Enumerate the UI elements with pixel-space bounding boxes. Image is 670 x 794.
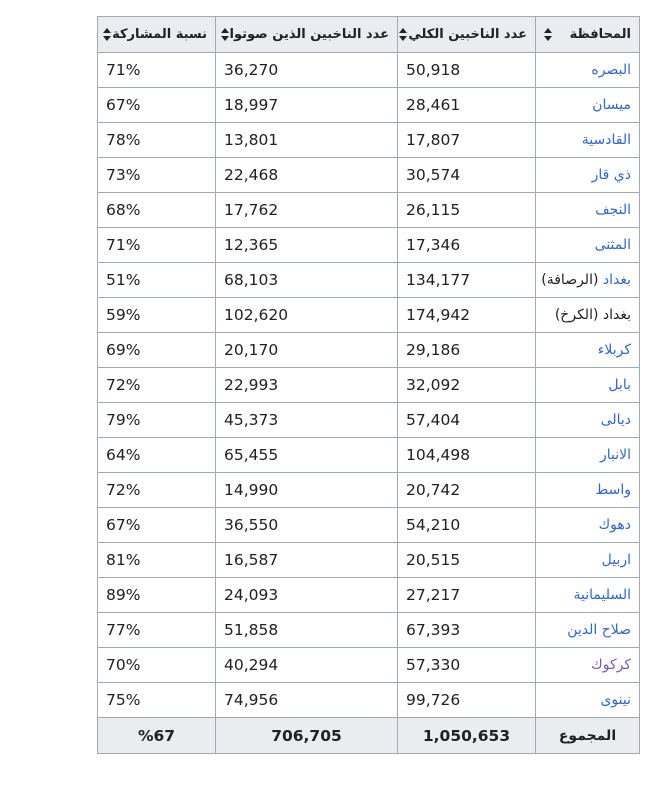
total-voters-cell: 20,515 [398, 543, 536, 578]
header-voted[interactable] [216, 17, 398, 53]
table-row [98, 158, 640, 193]
total-voters-cell: 57,404 [398, 403, 536, 438]
governorate-link[interactable]: دهوك [536, 508, 640, 543]
total-voters-cell: 54,210 [398, 508, 536, 543]
voted-cell: 22,468 [216, 158, 398, 193]
table-row [98, 88, 640, 123]
participation-cell: 78% [98, 123, 216, 158]
table-row [98, 333, 640, 368]
header-governorate-label: المحافظة [569, 27, 631, 42]
voted-cell: 36,550 [216, 508, 398, 543]
governorate-link[interactable]: ذي قار [536, 158, 640, 193]
sort-icon[interactable] [399, 28, 408, 41]
governorate-link[interactable]: واسط [536, 473, 640, 508]
results-table-container [97, 16, 639, 754]
voted-cell: 18,997 [216, 88, 398, 123]
governorate-link[interactable]: اربيل [536, 543, 640, 578]
header-total-voters-label: عدد الناخبين الكلي [408, 27, 527, 42]
voted-cell: 13,801 [216, 123, 398, 158]
total-voters-cell: 99,726 [398, 683, 536, 718]
total-voters-cell: 134,177 [398, 263, 536, 298]
governorate-link[interactable]: القادسية [536, 123, 640, 158]
total-voters-cell: 174,942 [398, 298, 536, 333]
governorate-link[interactable]: بغداد [602, 272, 631, 288]
voted-cell: 17,762 [216, 193, 398, 228]
table-row [98, 368, 640, 403]
governorate-link[interactable]: ديالى [536, 403, 640, 438]
table-row [98, 613, 640, 648]
governorate-cell [536, 263, 640, 298]
total-voters-cell: 20,742 [398, 473, 536, 508]
participation-cell: 59% [98, 298, 216, 333]
voted-cell: 102,620 [216, 298, 398, 333]
voted-cell: 45,373 [216, 403, 398, 438]
voted-cell: 20,170 [216, 333, 398, 368]
sort-icon[interactable] [544, 28, 553, 41]
turnout-table [97, 16, 640, 754]
governorate-link[interactable]: السليمانية [536, 578, 640, 613]
table-row [98, 228, 640, 263]
total-voters-cell: 17,807 [398, 123, 536, 158]
participation-cell: 67% [98, 88, 216, 123]
total-voters-cell: 67,393 [398, 613, 536, 648]
voted-cell: 51,858 [216, 613, 398, 648]
table-row [98, 473, 640, 508]
header-participation-label: نسبة المشاركة [112, 27, 207, 42]
governorate-link[interactable]: بابل [536, 368, 640, 403]
table-row [98, 543, 640, 578]
participation-total: %67 [98, 718, 216, 754]
table-row [98, 508, 640, 543]
total-voters-cell: 57,330 [398, 648, 536, 683]
governorate-suffix: (الرصافة) [541, 272, 599, 288]
participation-cell: 72% [98, 473, 216, 508]
sort-icon[interactable] [103, 28, 112, 41]
total-voters-cell: 30,574 [398, 158, 536, 193]
total-voters-sum: 1,050,653 [398, 718, 536, 754]
total-label: المجموع [536, 718, 640, 754]
participation-cell: 79% [98, 403, 216, 438]
total-voters-cell: 27,217 [398, 578, 536, 613]
governorate-link[interactable]: ميسان [536, 88, 640, 123]
governorate-label: بغداد (الكرخ) [554, 307, 631, 323]
voted-cell: 12,365 [216, 228, 398, 263]
table-row [98, 438, 640, 473]
table-row [98, 123, 640, 158]
participation-cell: 71% [98, 228, 216, 263]
voted-cell: 24,093 [216, 578, 398, 613]
voted-cell: 65,455 [216, 438, 398, 473]
table-row [98, 53, 640, 88]
total-voters-cell: 29,186 [398, 333, 536, 368]
total-voters-cell: 104,498 [398, 438, 536, 473]
header-participation[interactable] [98, 17, 216, 53]
governorate-cell [536, 298, 640, 333]
header-row [98, 17, 640, 53]
voted-cell: 16,587 [216, 543, 398, 578]
participation-cell: 71% [98, 53, 216, 88]
participation-cell: 73% [98, 158, 216, 193]
voted-cell: 74,956 [216, 683, 398, 718]
total-voters-cell: 17,346 [398, 228, 536, 263]
voted-cell: 68,103 [216, 263, 398, 298]
header-governorate[interactable] [536, 17, 640, 53]
header-total-voters[interactable] [398, 17, 536, 53]
governorate-link[interactable]: كركوك [536, 648, 640, 683]
voted-sum: 706,705 [216, 718, 398, 754]
table-row [98, 648, 640, 683]
governorate-link[interactable]: نينوى [536, 683, 640, 718]
participation-cell: 89% [98, 578, 216, 613]
total-voters-cell: 32,092 [398, 368, 536, 403]
participation-cell: 75% [98, 683, 216, 718]
governorate-link[interactable]: النجف [536, 193, 640, 228]
table-row [98, 683, 640, 718]
total-voters-cell: 50,918 [398, 53, 536, 88]
participation-cell: 72% [98, 368, 216, 403]
governorate-link[interactable]: المثنى [536, 228, 640, 263]
voted-cell: 22,993 [216, 368, 398, 403]
table-row [98, 193, 640, 228]
governorate-link[interactable]: كربلاء [536, 333, 640, 368]
participation-cell: 68% [98, 193, 216, 228]
participation-cell: 64% [98, 438, 216, 473]
table-row [98, 263, 640, 298]
voted-cell: 36,270 [216, 53, 398, 88]
voted-cell: 14,990 [216, 473, 398, 508]
participation-cell: 69% [98, 333, 216, 368]
participation-cell: 81% [98, 543, 216, 578]
sort-icon[interactable] [221, 28, 230, 41]
participation-cell: 70% [98, 648, 216, 683]
participation-cell: 67% [98, 508, 216, 543]
total-voters-cell: 26,115 [398, 193, 536, 228]
table-row [98, 403, 640, 438]
total-row [98, 718, 640, 754]
header-voted-label: عدد الناخبين الذين صوتوا [229, 27, 389, 42]
participation-cell: 77% [98, 613, 216, 648]
governorate-link[interactable]: البصره [536, 53, 640, 88]
voted-cell: 40,294 [216, 648, 398, 683]
governorate-link[interactable]: صلاح الدين [536, 613, 640, 648]
table-row [98, 578, 640, 613]
total-voters-cell: 28,461 [398, 88, 536, 123]
table-row [98, 298, 640, 333]
participation-cell: 51% [98, 263, 216, 298]
governorate-link[interactable]: الانبار [536, 438, 640, 473]
